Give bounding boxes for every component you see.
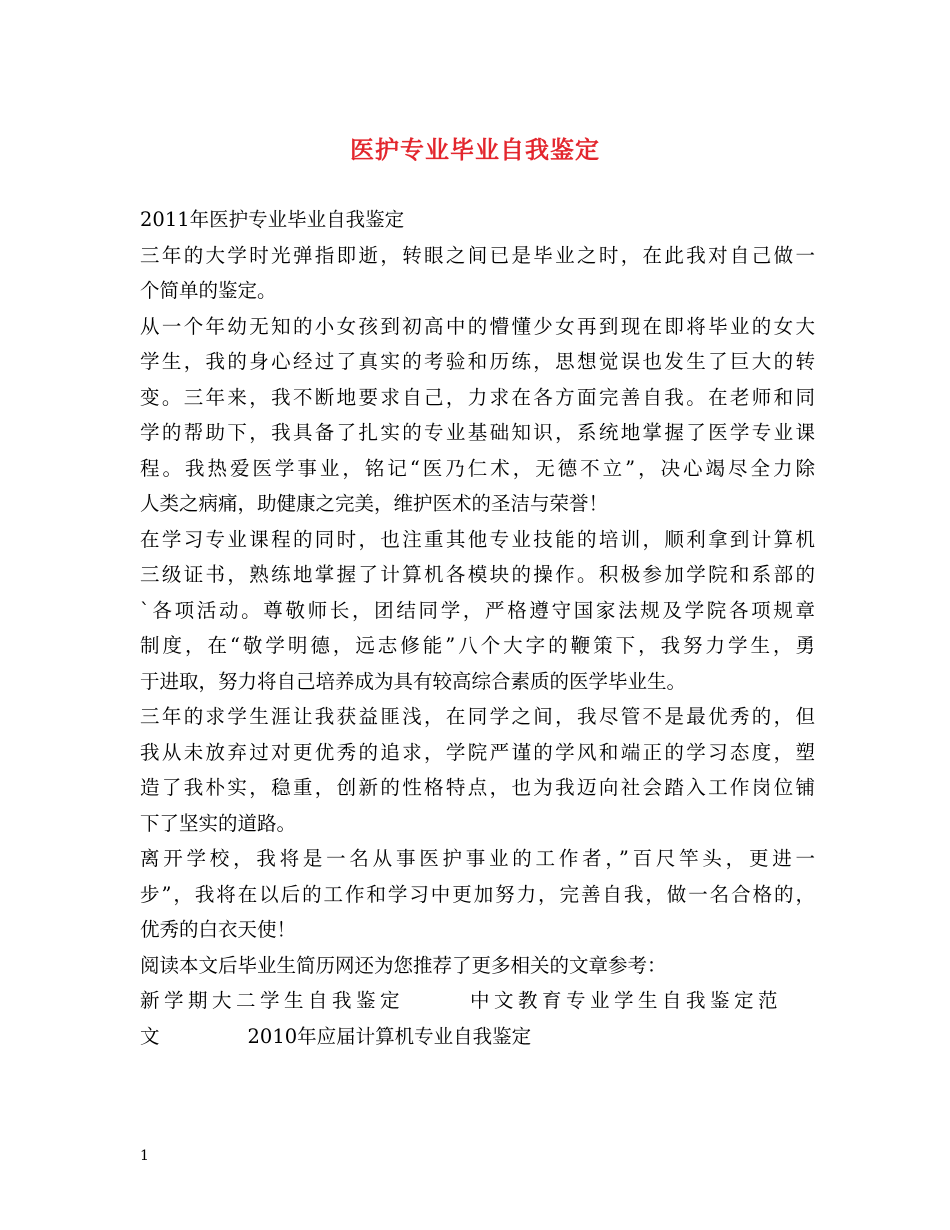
page-title: 医护专业毕业自我鉴定 xyxy=(350,136,600,164)
related-links-row xyxy=(140,983,815,1019)
text-line: 制度，在“敬学明德，远志修能”八个大字的鞭策下，我努力学生，勇 xyxy=(140,634,815,657)
text-line: 步”，我将在以后的工作和学习中更加努力，完善自我，做一名合格的， xyxy=(140,882,815,906)
page-number: 1 xyxy=(140,1148,149,1164)
text-line: 三年的求学生涯让我获益匪浅，在同学之间，我尽管不是最优秀的，但 xyxy=(140,705,815,728)
related-article-link[interactable]: 2010年应届计算机专业自我鉴定 xyxy=(247,1024,532,1048)
text-line: 三年的大学时光弹指即逝，转眼之间已是毕业之时，在此我对自己做一 xyxy=(140,243,815,267)
text-line: 2011年医护专业毕业自我鉴定 xyxy=(140,208,405,231)
text-line: 于进取，努力将自己培养成为具有较高综合素质的医学毕业生。 xyxy=(140,669,687,693)
text-line: `各项活动。尊敬师长，团结同学，严格遵守国家法规及学院各项规章 xyxy=(140,598,815,622)
text-line: 学生，我的身心经过了真实的考验和历练，思想觉误也发生了巨大的转 xyxy=(140,350,815,373)
text-line: 造了我朴实，稳重，创新的性格特点，也为我迈向社会踏入工作岗位铺 xyxy=(140,776,815,799)
related-links-row xyxy=(140,1019,815,1055)
text-line: 下了坚实的道路。 xyxy=(140,811,297,835)
text-line: 优秀的白衣天使！ xyxy=(140,918,297,941)
text-line: 在学习专业课程的同时，也注重其他专业技能的培训，顺利拿到计算机 xyxy=(140,527,815,551)
text-line: 我从未放弃过对更优秀的追求，学院严谨的学风和端正的学习态度，塑 xyxy=(140,740,815,764)
text-line: 程。我热爱医学事业，铭记“医乃仁术，无德不立”，决心竭尽全力除 xyxy=(140,456,815,480)
text-line: 三级证书，熟练地掌握了计算机各模块的操作。积极参加学院和系部的 xyxy=(140,563,815,586)
text-line: 人类之病痛，助健康之完美，维护医术的圣洁与荣誉！ xyxy=(140,492,609,515)
text-line: 阅读本文后毕业生简历网还为您推荐了更多相关的文章参考： xyxy=(140,953,667,977)
related-article-link-continued[interactable]: 文 xyxy=(140,1024,160,1048)
text-line: 从一个年幼无知的小女孩到初高中的懵懂少女再到现在即将毕业的女大 xyxy=(140,314,815,338)
related-article-link[interactable]: 中文教育专业学生自我鉴定范 xyxy=(470,989,783,1012)
related-article-link[interactable]: 新学期大二学生自我鉴定 xyxy=(140,989,405,1012)
text-line: 个简单的鉴定。 xyxy=(140,279,277,302)
document-body xyxy=(140,202,815,1054)
text-line: 学的帮助下，我具备了扎实的专业基础知识，系统地掌握了医学专业课 xyxy=(140,421,815,444)
text-line: 变。三年来，我不断地要求自己，力求在各方面完善自我。在老师和同 xyxy=(140,385,815,409)
text-line: 离开学校，我将是一名从事医护事业的工作者，”百尺竿头，更进一 xyxy=(140,847,815,870)
